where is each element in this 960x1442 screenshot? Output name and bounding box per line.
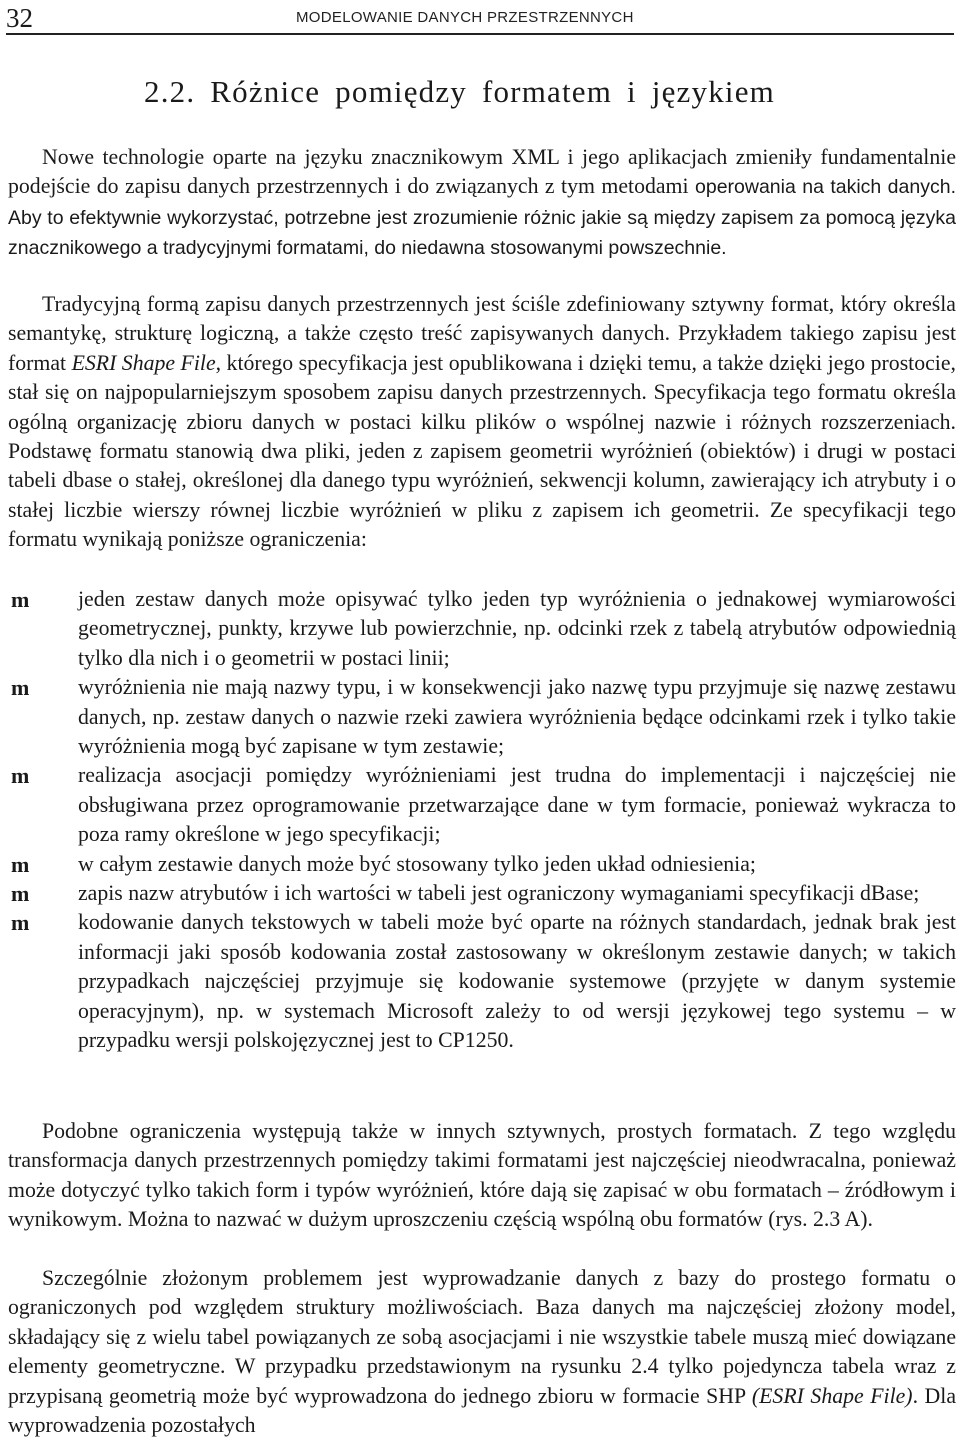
page-header	[6, 0, 954, 36]
paragraph-similar-limits-text: Podobne ograniczenia występują także w innych sztywnych, prostych formatach. Z tego względu transformacja danych przestrzennych pomiędzy takimi formatami jest najczęściej nieodwracalna, ponieważ może dotyczyć tylko takich form i typów wyróżnień, które dają się zapisać w obu formatach – źródłowym i wynikowym. Można to nazwać w dużym uproszczeniu częścią wspólną obu formatów (rys. 2.3 A).	[8, 1119, 956, 1232]
list-item-text: zapis nazw atrybutów i ich wartości w tabeli jest ograniczony wymaganiami specyfikacji dBase;	[78, 881, 920, 906]
paragraph-traditional-format	[8, 290, 956, 555]
bullet-icon: m	[11, 587, 30, 612]
bullet-icon: m	[11, 881, 30, 907]
list-item-text: kodowanie danych tekstowych w tabeli może być oparte na różnych standardach, jednak brak jest informacji jaki sposób kodowania został zastosowany w określonym zestawie danych; w takich przypadkach najczęściej przyjmuje się kodowanie systemowe (przyjęte w danym systemie operacyjnym), np. w systemach Microsoft zależy to od wersji językowej tego systemu – w przypadku wersji polskojęzycznej jest to CP1250.	[78, 910, 956, 1053]
list-item	[8, 585, 956, 673]
paragraph-traditional-format-text	[8, 290, 956, 555]
export-text-part2: . Dla wyprowadzenia pozostałych	[8, 1383, 956, 1438]
constraints-list	[8, 585, 956, 1056]
list-item-text: jeden zestaw danych może opisywać tylko jeden typ wyróżnienia o jednakowej wymiarowości geometrycznej, punkty, krzywe lub powierzchnie, np. odcinki rzek z tabelą atrybutów odpowiednią tylko dla nich i o geometrii w postaci linii;	[78, 587, 956, 670]
bullet-icon: m	[11, 910, 30, 936]
list-item-text: realizacja asocjacji pomiędzy wyróżnieniami jest trudna do implementacji i najczęściej nie obsługiwana przez oprogramowanie przetwarzające dane w tym formacie, ponieważ wykracza to poza ramy określone w jego specyfikacji;	[78, 763, 956, 847]
intro-serif-text: Nowe technologie oparte na języku znacznikowym XML i jego aplikacjach zmieniły fundamentalnie podejście do zapisu danych przestrzennych i do związanych z tym metodami	[8, 145, 956, 199]
format-name-italic: (ESRI Shape File)	[751, 1383, 913, 1408]
paragraph-database-export-text	[8, 1264, 956, 1440]
section-title: 2.2. Różnice pomiędzy formatem i językiem	[144, 74, 775, 109]
list-item	[8, 673, 956, 761]
list-item-text: w całym zestawie danych może być stosowany tylko jeden układ odniesienia;	[78, 851, 756, 876]
paragraph-database-export	[8, 1264, 956, 1440]
list-item	[8, 879, 956, 908]
paragraph-similar-limits	[8, 1117, 956, 1235]
paragraph-intro-text	[8, 143, 956, 264]
header-rule	[6, 33, 954, 35]
format-name-italic: ESRI Shape File	[71, 350, 216, 375]
page-number: 32	[6, 3, 33, 33]
bullet-icon: m	[11, 675, 30, 701]
list-item-text: wyróżnienia nie mają nazwy typu, i w konsekwencji jako nazwę typu przyjmuje się nazwę zestawu danych, np. zestaw danych o nazwie rzeki zawiera wyróżnienia będące odcinkami rzek i tylko takie wyróżnienia mogą być zapisane w tym zestawie;	[78, 675, 956, 759]
list-item	[8, 761, 956, 849]
export-text-part1: Szczególnie złożonym problemem jest wyprowadzanie danych z bazy do prostego formatu o ograniczonych pod względem struktury możliwościach. Baza danych ma najczęściej złożony model, składający się z wielu tabel powiązanych ze sobą asocjacjami i nie wszystkie tabele muszą mieć dowiązane elementy geometryczne. W przypadku przedstawionym na rysunku 2.4 tylko pojedyncza tabela wraz z przypisaną geometrią może być wyprowadzona do jednego zbioru w formacie SHP	[8, 1266, 956, 1408]
list-item	[8, 850, 956, 879]
intro-sans-text: operowania na takich danych. Aby to efektywnie wykorzystać, potrzebne jest zrozumienie różnic jakie są między zapisem za pomocą języka znacznikowego a tradycyjnymi formatami, do niedawna stosowanymi powszechnie.	[8, 176, 956, 260]
paragraph-intro	[8, 143, 956, 264]
list-item	[8, 908, 956, 1055]
traditional-text-part2: , którego specyfikacja jest opublikowana i dzięki temu, a także dzięki jego prostocie, stał się on najpopularniejszym sposobem zapisu danych przestrzennych. Specyfikacja tego formatu określa ogólną organizację zbioru danych w postaci kilku plików o wspólnej nazwie i różnych rozszerzeniach. Podstawę formatu stanowią dwa pliki, jeden z zapisem geometrii wyróżnień (obiektów) i drugi w postaci tabeli dbase o stałej, określonej dla danego typu wyróżnień, sekwencji kolumn, zawierający ich atrybuty i o stałej liczbie wierszy równej liczbie wyróżnień w pliku z zapisem ich geometrii. Ze specyfikacji tego formatu wynikają poniższe ograniczenia:	[8, 350, 956, 552]
bullet-icon: m	[11, 851, 30, 877]
traditional-text-part1: Tradycyjną formą zapisu danych przestrzennych jest ściśle zdefiniowany sztywny format, który określa semantykę, strukturę logiczną, a także często treść zapisywanych danych. Przykładem takiego zapisu jest format	[8, 292, 956, 375]
running-title: MODELOWANIE DANYCH PRZESTRZENNYCH	[296, 9, 634, 26]
bullet-icon: m	[11, 763, 30, 789]
